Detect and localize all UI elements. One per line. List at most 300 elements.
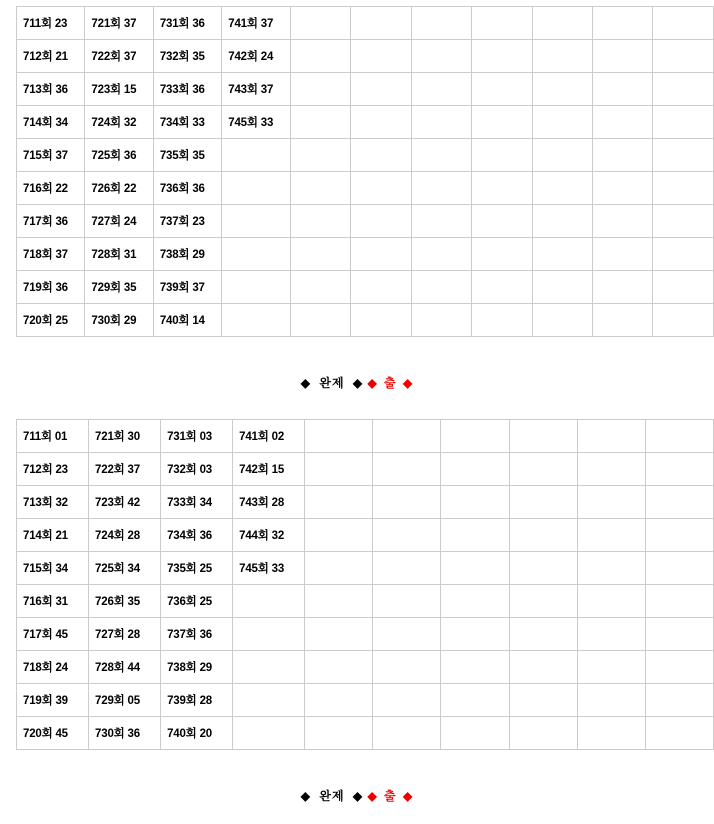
cell-text: 724회 32 — [91, 117, 137, 129]
table-cell — [17, 552, 89, 585]
cell-text: 711회 01 — [23, 431, 68, 443]
table-cell-empty — [373, 519, 441, 552]
cell-text: 713회 32 — [23, 497, 68, 509]
table-cell — [222, 73, 290, 106]
table-cell — [85, 7, 153, 40]
diamond-icon: ◆ — [352, 376, 364, 390]
table-cell-empty — [290, 7, 350, 40]
table-cell-empty — [653, 139, 714, 172]
footer-word-chul: 출 — [384, 376, 397, 390]
table-cell — [233, 486, 305, 519]
table-cell-empty — [305, 717, 373, 750]
table-row — [17, 172, 714, 205]
cell-text: 726회 35 — [95, 596, 140, 608]
table-cell — [89, 453, 161, 486]
table-cell-empty — [351, 139, 411, 172]
table-cell-empty — [441, 552, 509, 585]
diamond-icon: ◆ — [300, 376, 312, 390]
table-cell-empty — [233, 585, 305, 618]
cell-text: 715회 34 — [23, 563, 68, 575]
cell-text: 729회 35 — [91, 282, 137, 294]
table-cell-empty — [441, 651, 509, 684]
table-cell-empty — [592, 139, 652, 172]
table-cell — [17, 172, 85, 205]
table-cell — [153, 106, 221, 139]
table-cell — [161, 651, 233, 684]
table-cell — [17, 585, 89, 618]
table-cell — [85, 73, 153, 106]
table-cell — [153, 73, 221, 106]
table-cell-empty — [532, 73, 592, 106]
table-cell-empty — [532, 7, 592, 40]
table-cell — [89, 519, 161, 552]
cell-text: 713회 36 — [23, 84, 68, 96]
table-cell-empty — [411, 172, 471, 205]
table-cell-empty — [532, 40, 592, 73]
table-cell — [17, 717, 89, 750]
table-cell — [153, 238, 221, 271]
table-row — [17, 618, 714, 651]
table-cell-empty — [472, 172, 532, 205]
results-table-top-container — [16, 6, 714, 337]
cell-text: 714회 34 — [23, 117, 68, 129]
table-cell-empty — [290, 106, 350, 139]
table-cell — [17, 271, 85, 304]
table-cell — [233, 519, 305, 552]
table-row — [17, 7, 714, 40]
table-cell-empty — [351, 172, 411, 205]
table-cell — [17, 618, 89, 651]
table-cell — [17, 205, 85, 238]
table-cell-empty — [472, 304, 532, 337]
table-cell — [17, 304, 85, 337]
table-cell — [85, 40, 153, 73]
table-cell — [17, 40, 85, 73]
table-cell-empty — [509, 486, 577, 519]
table-cell-empty — [290, 40, 350, 73]
table-body — [17, 420, 714, 750]
table-row — [17, 585, 714, 618]
table-cell-empty — [222, 304, 290, 337]
cell-text: 726회 22 — [91, 183, 137, 195]
table-cell-empty — [411, 7, 471, 40]
table-cell-empty — [509, 684, 577, 717]
table-cell-empty — [653, 7, 714, 40]
cell-text: 725회 36 — [91, 150, 137, 162]
table-cell — [161, 717, 233, 750]
table-cell-empty — [222, 139, 290, 172]
table-cell — [233, 420, 305, 453]
table-cell — [85, 106, 153, 139]
table-cell-empty — [645, 552, 713, 585]
table-cell — [89, 717, 161, 750]
table-cell-empty — [653, 205, 714, 238]
table-row — [17, 139, 714, 172]
cell-text: 721회 37 — [91, 18, 137, 30]
cell-text: 723회 42 — [95, 497, 140, 509]
table-row — [17, 486, 714, 519]
cell-text: 715회 37 — [23, 150, 68, 162]
cell-text: 716회 31 — [23, 596, 68, 608]
table-cell-empty — [373, 552, 441, 585]
cell-text: 730회 36 — [95, 728, 140, 740]
table-cell-empty — [592, 73, 652, 106]
table-cell-empty — [645, 684, 713, 717]
table-cell — [161, 585, 233, 618]
cell-text: 719회 39 — [23, 695, 68, 707]
cell-text: 727회 24 — [91, 216, 137, 228]
cell-text: 722회 37 — [91, 51, 137, 63]
footer-word-wanje: 완제 — [319, 789, 345, 803]
table-cell-empty — [472, 40, 532, 73]
cell-text: 741회 02 — [239, 431, 285, 443]
table-cell-empty — [441, 585, 509, 618]
table-cell-empty — [351, 106, 411, 139]
cell-text: 714회 21 — [23, 530, 68, 542]
table-cell-empty — [645, 618, 713, 651]
table-cell-empty — [592, 205, 652, 238]
table-cell-empty — [653, 73, 714, 106]
table-cell — [153, 172, 221, 205]
table-cell — [85, 172, 153, 205]
table-cell-empty — [351, 271, 411, 304]
table-cell-empty — [577, 618, 645, 651]
table-cell-empty — [411, 205, 471, 238]
table-cell-empty — [472, 73, 532, 106]
table-cell — [17, 7, 85, 40]
table-cell-empty — [532, 271, 592, 304]
table-cell-empty — [305, 420, 373, 453]
table-cell-empty — [290, 139, 350, 172]
table-row — [17, 271, 714, 304]
table-cell-empty — [305, 453, 373, 486]
table-cell-empty — [233, 684, 305, 717]
table-cell-empty — [645, 585, 713, 618]
cell-text: 740회 14 — [159, 315, 205, 327]
table-cell-empty — [290, 271, 350, 304]
table-cell — [89, 420, 161, 453]
table-cell — [222, 106, 290, 139]
cell-text: 718회 37 — [23, 249, 68, 261]
table-cell — [17, 684, 89, 717]
table-cell — [85, 271, 153, 304]
table-cell-empty — [532, 139, 592, 172]
cell-text: 733회 34 — [167, 497, 212, 509]
table-cell — [153, 205, 221, 238]
table-cell — [17, 139, 85, 172]
table-cell — [85, 139, 153, 172]
table-cell-empty — [305, 618, 373, 651]
table-cell-empty — [222, 205, 290, 238]
cell-text: 739회 37 — [159, 282, 205, 294]
table-cell-empty — [577, 717, 645, 750]
table-cell — [89, 651, 161, 684]
table-cell-empty — [290, 172, 350, 205]
cell-text: 734회 33 — [159, 117, 205, 129]
table-cell-empty — [351, 73, 411, 106]
table-row — [17, 304, 714, 337]
table-cell-empty — [577, 684, 645, 717]
cell-text: 745회 33 — [228, 117, 274, 129]
table-cell — [17, 73, 85, 106]
table-cell-empty — [373, 585, 441, 618]
table-cell-empty — [233, 717, 305, 750]
table-cell-empty — [305, 684, 373, 717]
cell-text: 742회 15 — [239, 464, 285, 476]
table-cell-empty — [290, 73, 350, 106]
cell-text: 716회 22 — [23, 183, 68, 195]
diamond-icon: ◆ — [352, 789, 364, 803]
footer-word-chul: 출 — [384, 789, 397, 803]
table-cell-empty — [305, 552, 373, 585]
cell-text: 744회 32 — [239, 530, 285, 542]
table-cell-empty — [441, 420, 509, 453]
table-cell-empty — [509, 519, 577, 552]
table-cell — [85, 304, 153, 337]
table-cell-empty — [305, 585, 373, 618]
table-cell — [89, 552, 161, 585]
table-cell-empty — [305, 651, 373, 684]
diamond-red-icon: ◆ — [402, 376, 414, 390]
cell-text: 737회 36 — [167, 629, 212, 641]
table-cell — [161, 684, 233, 717]
table-cell-empty — [645, 519, 713, 552]
table-cell-empty — [645, 486, 713, 519]
table-cell — [89, 486, 161, 519]
table-cell-empty — [509, 552, 577, 585]
table-cell-empty — [592, 172, 652, 205]
table-row — [17, 684, 714, 717]
table-row — [17, 519, 714, 552]
table-cell-empty — [509, 651, 577, 684]
results-table-bottom — [16, 419, 714, 750]
table-cell-empty — [472, 271, 532, 304]
footer-mark-top — [0, 374, 714, 391]
table-cell-empty — [645, 420, 713, 453]
table-row — [17, 420, 714, 453]
table-cell-empty — [290, 238, 350, 271]
table-cell — [153, 7, 221, 40]
cell-text: 740회 20 — [167, 728, 212, 740]
results-table-bottom-container — [16, 419, 714, 750]
table-cell-empty — [373, 420, 441, 453]
table-cell-empty — [441, 519, 509, 552]
table-cell — [161, 552, 233, 585]
table-cell-empty — [532, 205, 592, 238]
table-cell — [233, 453, 305, 486]
table-cell-empty — [411, 73, 471, 106]
table-cell — [85, 205, 153, 238]
cell-text: 731회 03 — [167, 431, 212, 443]
table-cell-empty — [373, 453, 441, 486]
cell-text: 711회 23 — [23, 18, 68, 30]
cell-text: 743회 37 — [228, 84, 274, 96]
table-cell-empty — [441, 486, 509, 519]
table-cell-empty — [472, 7, 532, 40]
table-cell-empty — [577, 453, 645, 486]
cell-text: 725회 34 — [95, 563, 140, 575]
table-cell-empty — [472, 106, 532, 139]
table-cell — [153, 304, 221, 337]
table-cell-empty — [592, 304, 652, 337]
table-cell-empty — [351, 205, 411, 238]
table-cell — [17, 519, 89, 552]
table-cell-empty — [472, 139, 532, 172]
footer-mark-bottom — [0, 787, 714, 804]
table-cell-empty — [373, 717, 441, 750]
cell-text: 718회 24 — [23, 662, 68, 674]
table-cell-empty — [222, 271, 290, 304]
table-cell-empty — [233, 618, 305, 651]
cell-text: 733회 36 — [159, 84, 205, 96]
cell-text: 737회 23 — [159, 216, 205, 228]
table-cell-empty — [441, 717, 509, 750]
table-cell-empty — [653, 40, 714, 73]
table-cell-empty — [351, 238, 411, 271]
table-cell — [161, 618, 233, 651]
table-cell — [161, 519, 233, 552]
cell-text: 721회 30 — [95, 431, 140, 443]
table-cell — [153, 139, 221, 172]
table-cell-empty — [532, 172, 592, 205]
table-cell — [153, 40, 221, 73]
table-cell — [17, 453, 89, 486]
table-cell — [161, 453, 233, 486]
cell-text: 743회 28 — [239, 497, 285, 509]
table-cell-empty — [577, 420, 645, 453]
table-cell-empty — [509, 453, 577, 486]
table-cell — [17, 651, 89, 684]
cell-text: 723회 15 — [91, 84, 137, 96]
table-row — [17, 40, 714, 73]
table-cell — [89, 684, 161, 717]
cell-text: 720회 45 — [23, 728, 68, 740]
table-cell-empty — [351, 40, 411, 73]
cell-text: 736회 36 — [159, 183, 205, 195]
table-cell-empty — [290, 205, 350, 238]
table-cell — [17, 238, 85, 271]
cell-text: 727회 28 — [95, 629, 140, 641]
table-cell-empty — [411, 271, 471, 304]
table-row — [17, 73, 714, 106]
cell-text: 741회 37 — [228, 18, 274, 30]
table-cell — [153, 271, 221, 304]
diamond-red-icon: ◆ — [367, 376, 378, 390]
table-cell-empty — [472, 238, 532, 271]
table-cell-empty — [290, 304, 350, 337]
table-cell-empty — [592, 271, 652, 304]
table-cell-empty — [222, 172, 290, 205]
table-cell-empty — [653, 172, 714, 205]
cell-text: 717회 36 — [23, 216, 68, 228]
table-cell-empty — [472, 205, 532, 238]
results-table-top — [16, 6, 714, 337]
table-cell-empty — [373, 684, 441, 717]
cell-text: 735회 35 — [159, 150, 205, 162]
table-cell-empty — [577, 486, 645, 519]
table-cell — [17, 420, 89, 453]
cell-text: 736회 25 — [167, 596, 212, 608]
cell-text: 712회 21 — [23, 51, 68, 63]
cell-text: 720회 25 — [23, 315, 68, 327]
footer-word-wanje: 완제 — [319, 376, 345, 390]
table-cell-empty — [532, 304, 592, 337]
table-cell-empty — [411, 106, 471, 139]
table-cell-empty — [577, 519, 645, 552]
cell-text: 738회 29 — [159, 249, 205, 261]
table-cell-empty — [645, 717, 713, 750]
table-cell-empty — [373, 651, 441, 684]
table-cell-empty — [441, 453, 509, 486]
table-cell-empty — [645, 453, 713, 486]
table-cell-empty — [577, 585, 645, 618]
table-cell-empty — [305, 486, 373, 519]
table-cell-empty — [653, 271, 714, 304]
table-cell-empty — [351, 7, 411, 40]
table-cell-empty — [411, 238, 471, 271]
cell-text: 729회 05 — [95, 695, 140, 707]
table-cell-empty — [509, 420, 577, 453]
table-cell — [89, 585, 161, 618]
cell-text: 732회 35 — [159, 51, 205, 63]
table-row — [17, 453, 714, 486]
table-cell-empty — [351, 304, 411, 337]
table-cell — [161, 420, 233, 453]
table-cell-empty — [532, 106, 592, 139]
table-cell — [85, 238, 153, 271]
cell-text: 717회 45 — [23, 629, 68, 641]
cell-text: 712회 23 — [23, 464, 68, 476]
table-cell-empty — [592, 7, 652, 40]
diamond-red-icon: ◆ — [367, 789, 378, 803]
table-cell-empty — [441, 618, 509, 651]
table-row — [17, 238, 714, 271]
table-cell-empty — [411, 139, 471, 172]
table-cell-empty — [373, 486, 441, 519]
cell-text: 742회 24 — [228, 51, 274, 63]
table-cell-empty — [411, 40, 471, 73]
cell-text: 731회 36 — [159, 18, 205, 30]
table-cell — [222, 7, 290, 40]
table-cell-empty — [441, 684, 509, 717]
cell-text: 732회 03 — [167, 464, 212, 476]
table-cell-empty — [532, 238, 592, 271]
table-body — [17, 7, 714, 337]
diamond-icon: ◆ — [300, 789, 312, 803]
table-cell-empty — [592, 238, 652, 271]
table-cell-empty — [373, 618, 441, 651]
table-cell — [17, 106, 85, 139]
table-cell-empty — [577, 552, 645, 585]
table-row — [17, 717, 714, 750]
table-cell-empty — [509, 618, 577, 651]
cell-text: 728회 44 — [95, 662, 140, 674]
table-row — [17, 552, 714, 585]
table-cell-empty — [592, 106, 652, 139]
table-cell-empty — [233, 651, 305, 684]
table-cell-empty — [509, 585, 577, 618]
table-cell-empty — [653, 304, 714, 337]
table-cell-empty — [653, 106, 714, 139]
table-row — [17, 106, 714, 139]
cell-text: 728회 31 — [91, 249, 137, 261]
table-row — [17, 205, 714, 238]
diamond-red-icon: ◆ — [402, 789, 414, 803]
table-cell-empty — [305, 519, 373, 552]
table-cell-empty — [509, 717, 577, 750]
cell-text: 730회 29 — [91, 315, 137, 327]
table-cell-empty — [653, 238, 714, 271]
